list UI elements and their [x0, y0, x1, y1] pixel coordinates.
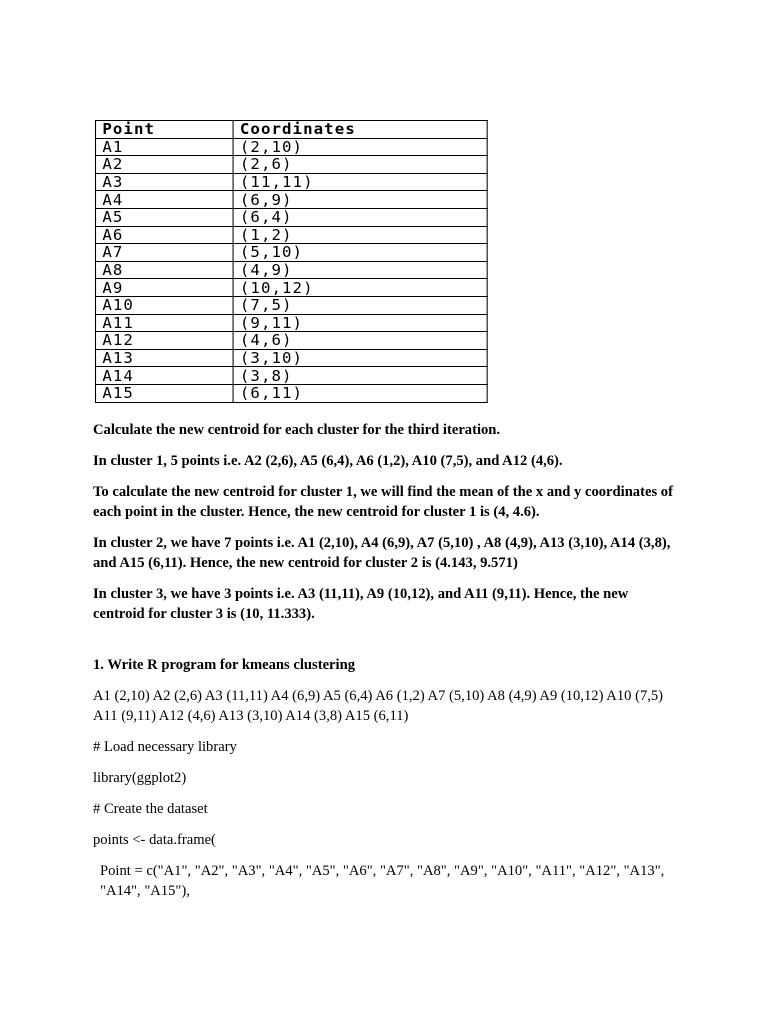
- code-library: library(ggplot2): [93, 770, 187, 786]
- code-data-frame: points <- data.frame(: [93, 832, 216, 848]
- cell-point: A10: [96, 296, 234, 314]
- cell-coordinates: (4,6): [233, 332, 487, 350]
- cell-point: A9: [96, 279, 234, 297]
- cell-coordinates: (9,11): [233, 314, 487, 332]
- paragraph-cluster-1-centroid: To calculate the new centroid for cluster 1, we will find the mean of the x and y coordinates of each point in the cluster. Hence, the new centroid for cluster 1 is (4, 4.6).: [93, 484, 673, 520]
- cell-coordinates: (10,12): [233, 279, 487, 297]
- cell-point: A5: [96, 208, 234, 226]
- table-row: [96, 261, 488, 279]
- table-row: [96, 296, 488, 314]
- document-body: [93, 420, 683, 912]
- cell-point: A1: [96, 138, 234, 156]
- header-coordinates: Coordinates: [233, 121, 487, 139]
- cell-point: A13: [96, 349, 234, 367]
- code-point-vector: Point = c("A1", "A2", "A3", "A4", "A5", "A6", "A7", "A8", "A9", "A10", "A11", "A12", "A13", "A14", "A15"),: [100, 863, 665, 899]
- paragraph-cluster-1-points: In cluster 1, 5 points i.e. A2 (2,6), A5 (6,4), A6 (1,2), A10 (7,5), and A12 (4,6).: [93, 453, 563, 469]
- cell-point: A15: [96, 384, 234, 402]
- points-table: [95, 120, 488, 403]
- code-comment-load: # Load necessary library: [93, 739, 237, 755]
- cell-coordinates: (2,6): [233, 156, 487, 174]
- table-row: [96, 349, 488, 367]
- table-row: [96, 244, 488, 262]
- table-row: [96, 156, 488, 174]
- table-row: [96, 173, 488, 191]
- cell-coordinates: (6,4): [233, 208, 487, 226]
- table-row: [96, 384, 488, 402]
- cell-coordinates: (11,11): [233, 173, 487, 191]
- paragraph-cluster-2: In cluster 2, we have 7 points i.e. A1 (2,10), A4 (6,9), A7 (5,10) , A8 (4,9), A13 (3,10), A14 (3,8), and A15 (6,11). Hence, the new centroid for cluster 2 is (4.143, 9.571): [93, 535, 671, 571]
- header-point: Point: [96, 121, 234, 139]
- paragraph-cluster-3: In cluster 3, we have 3 points i.e. A3 (11,11), A9 (10,12), and A11 (9,11). Hence, the new centroid for cluster 3 is (10, 11.333).: [93, 586, 629, 622]
- table-header-row: [96, 121, 488, 139]
- paragraph-point-list: A1 (2,10) A2 (2,6) A3 (11,11) A4 (6,9) A5 (6,4) A6 (1,2) A7 (5,10) A8 (4,9) A9 (10,12) A10 (7,5) A11 (9,11) A12 (4,6) A13 (3,10) A14 (3,8) A15 (6,11): [93, 688, 664, 724]
- cell-coordinates: (3,10): [233, 349, 487, 367]
- cell-point: A11: [96, 314, 234, 332]
- table-row: [96, 191, 488, 209]
- table-row: [96, 367, 488, 385]
- cell-point: A3: [96, 173, 234, 191]
- cell-point: A12: [96, 332, 234, 350]
- cell-point: A14: [96, 367, 234, 385]
- table-row: [96, 314, 488, 332]
- cell-coordinates: (3,8): [233, 367, 487, 385]
- cell-point: A2: [96, 156, 234, 174]
- cell-point: A8: [96, 261, 234, 279]
- table-row: [96, 226, 488, 244]
- table-row: [96, 332, 488, 350]
- cell-coordinates: (6,11): [233, 384, 487, 402]
- code-comment-dataset: # Create the dataset: [93, 801, 208, 817]
- cell-point: A6: [96, 226, 234, 244]
- cell-point: A4: [96, 191, 234, 209]
- section-heading: 1. Write R program for kmeans clustering: [93, 657, 355, 673]
- table-row: [96, 138, 488, 156]
- cell-point: A7: [96, 244, 234, 262]
- cell-coordinates: (2,10): [233, 138, 487, 156]
- paragraph-question: Calculate the new centroid for each cluster for the third iteration.: [93, 422, 501, 438]
- cell-coordinates: (4,9): [233, 261, 487, 279]
- cell-coordinates: (1,2): [233, 226, 487, 244]
- cell-coordinates: (6,9): [233, 191, 487, 209]
- cell-coordinates: (5,10): [233, 244, 487, 262]
- points-table-image: [95, 120, 480, 404]
- cell-coordinates: (7,5): [233, 296, 487, 314]
- table-row: [96, 208, 488, 226]
- table-row: [96, 279, 488, 297]
